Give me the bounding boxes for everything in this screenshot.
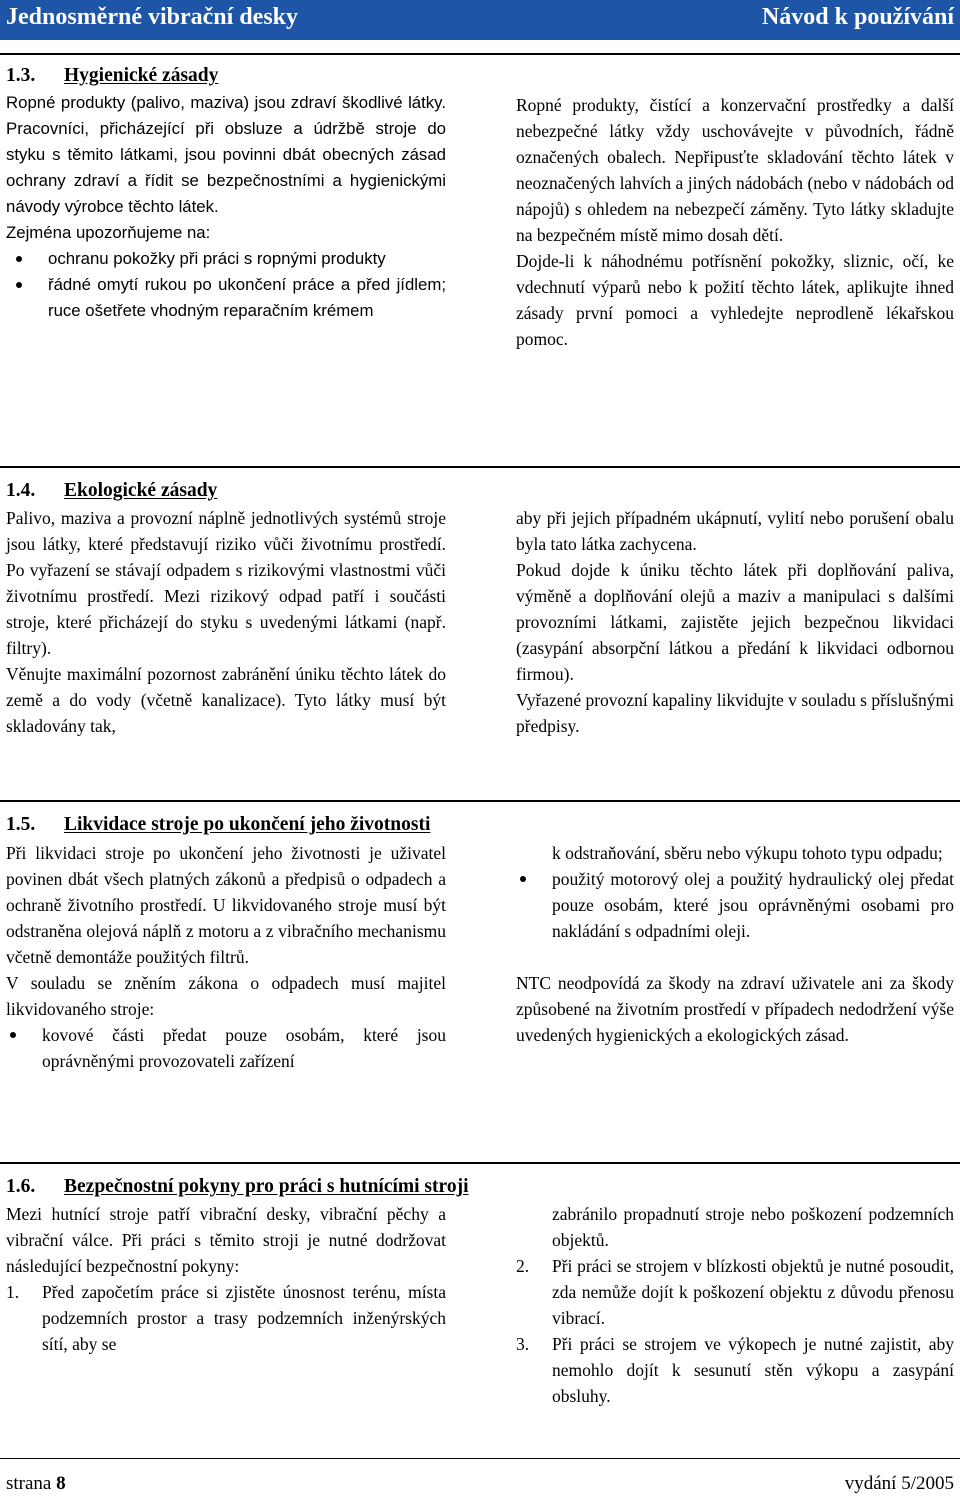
paragraph: Pokud dojde k úniku těchto látek při doplňování paliva, výměně a doplňování olejů a maziv a manipulaci s dalšími provozními látkami, zajistěte jejich bezpečnou likvidaci (zasypání absorpční látkou a předání k likvidaci odbornou firmou).: [516, 560, 954, 684]
list-number: 3.: [516, 1334, 530, 1354]
page-number-value: 8: [56, 1473, 66, 1494]
page-label: strana: [6, 1473, 52, 1494]
section-1-6-right-column: [516, 1201, 954, 1409]
section-heading-1-4: [6, 479, 217, 503]
bullet-list: [516, 866, 954, 944]
list-item-text: Před započetím práce si zjistěte únosnost terénu, místa podzemních prostor a trasy podzemních inženýrských sítí, aby se: [42, 1282, 446, 1354]
section-title: Hygienické zásady: [64, 65, 219, 86]
list-number: 2.: [516, 1256, 530, 1276]
paragraph: V souladu se zněním zákona o odpadech musí majitel likvidovaného stroje:: [6, 973, 446, 1019]
list-item-text: Při práci se strojem ve výkopech je nutné zajistit, aby nemohlo dojít k sesunutí stěn výkopu a zasypání obsluhy.: [552, 1334, 954, 1406]
section-heading-1-5: [6, 813, 430, 837]
section-number: 1.4.: [6, 480, 36, 501]
section-1-6-left-column: [6, 1201, 446, 1357]
list-item: [6, 1279, 446, 1357]
section-1-4-right-column: [516, 505, 954, 739]
paragraph: Věnujte maximální pozornost zabránění úniku těchto látek do země a do vody (včetně kanalizace). Tyto látky musí být skladovány tak,: [6, 664, 446, 736]
section-divider: [0, 800, 960, 802]
section-1-5-left-column: [6, 840, 446, 1074]
section-1-3-left-column: [6, 90, 446, 324]
list-item: kovové části předat pouze osobám, které jsou oprávněnými provozovateli zařízení: [6, 1022, 446, 1074]
section-title: Likvidace stroje po ukončení jeho životnosti: [64, 814, 431, 835]
paragraph: aby při jejich případném ukápnutí, vylití nebo porušení obalu byla tato látka zachycena.: [516, 508, 954, 554]
paragraph: NTC neodpovídá za škody na zdraví uživatele ani za škody způsobené na životním prostředí v případech nedodržení výše uvedených hygienických a ekologických zásad.: [516, 973, 954, 1045]
list-item: [516, 1253, 954, 1331]
section-title: Bezpečnostní pokyny pro práci s hutnícími stroji: [64, 1176, 469, 1197]
list-item: [516, 1331, 954, 1409]
edition-info: vydání 5/2005: [844, 1473, 954, 1494]
paragraph: Dojde-li k náhodnému potřísnění pokožky, sliznic, očí, ke vdechnutí výparů nebo k požití těchto látek, aplikujte ihned zásady první pomoci a vyhledejte neprodleně lékařskou pomoc.: [516, 251, 954, 349]
section-divider: [0, 466, 960, 468]
section-heading-1-3: [6, 64, 218, 88]
page-footer: [0, 1458, 960, 1503]
document-type: Návod k používání: [761, 4, 954, 30]
paragraph: Palivo, maziva a provozní náplně jednotlivých systémů stroje jsou látky, které představují riziko vůči životnímu prostředí. Po vyřazení se stávají odpadem s rizikovými vlastnostmi vůči životnímu prostředí. Mezi rizikový odpad patří i součásti stroje, které přicházejí do styku s uvedenými látkami (např. filtry).: [6, 508, 446, 658]
section-1-4-left-column: [6, 505, 446, 739]
section-number: 1.5.: [6, 814, 36, 835]
paragraph: Ropné produkty (palivo, maziva) jsou zdraví škodlivé látky. Pracovníci, přicházející při obsluze a údržbě stroje do styku s těmito látkami, jsou povinni dbát obecných zásad ochrany zdraví a řídit se bezpečnostními a hygienickými návody výrobce těchto látek.: [6, 93, 446, 216]
section-divider: [0, 1162, 960, 1164]
bullet-list: [12, 246, 446, 324]
list-item-continuation: k odstraňování, sběru nebo výkupu tohoto typu odpadu;: [552, 843, 943, 863]
list-number: 1.: [6, 1282, 20, 1302]
document-title: Jednosměrné vibrační desky: [6, 4, 299, 30]
section-divider: [0, 53, 960, 55]
list-item-continuation: zabránilo propadnutí stroje nebo poškození podzemních objektů.: [552, 1204, 954, 1250]
page-number: [6, 1473, 66, 1495]
paragraph: Mezi hutnící stroje patří vibrační desky, vibrační pěchy a vibrační válce. Při práci s těmito stroji je nutné dodržovat následující bezpečnostní pokyny:: [6, 1204, 446, 1276]
section-number: 1.3.: [6, 65, 36, 86]
section-1-5-right-column: [516, 840, 954, 1048]
section-1-3-right-column: [516, 92, 954, 352]
bullet-list: [6, 1022, 446, 1074]
numbered-list: [516, 1253, 954, 1409]
list-item-text: Při práci se strojem v blízkosti objektů je nutné posoudit, zda nemůže dojít k poškození objektu z důvodu přenosu vibrací.: [552, 1256, 954, 1328]
paragraph: Při likvidaci stroje po ukončení jeho životnosti je uživatel povinen dbát všech platných zákonů a předpisů o odpadech a ochraně životního prostředí. U likvidovaného stroje musí být odstraněna olejová náplň z motoru a z vibračního mechanismu včetně demontáže použitých filtrů.: [6, 843, 446, 967]
section-number: 1.6.: [6, 1176, 36, 1197]
paragraph: Ropné produkty, čistící a konzervační prostředky a další nebezpečné látky vždy uschovávejte v původních, řádně označených obalech. Nepřipusťte skladování těchto látek v neoznačených lahvích a jiných nádobách (nebo v nádobách od nápojů) s ohledem na nebezpečí záměny. Tyto látky skladujte na bezpečném místě mimo dosah dětí.: [516, 95, 954, 245]
section-heading-1-6: [6, 1175, 468, 1199]
list-item: ochranu pokožky při práci s ropnými produkty: [12, 246, 446, 272]
section-title: Ekologické zásady: [64, 480, 218, 501]
numbered-list: [6, 1279, 446, 1357]
paragraph: Zejména upozorňujeme na:: [6, 223, 211, 242]
page-header: [0, 0, 960, 40]
list-item: řádné omytí rukou po ukončení práce a před jídlem; ruce ošetřete vhodným reparačním krémem: [12, 272, 446, 324]
paragraph: Vyřazené provozní kapaliny likvidujte v souladu s příslušnými předpisy.: [516, 690, 954, 736]
list-item: použitý motorový olej a použitý hydraulický olej předat pouze osobám, které jsou oprávněnými osobami pro nakládání s odpadními oleji.: [516, 866, 954, 944]
